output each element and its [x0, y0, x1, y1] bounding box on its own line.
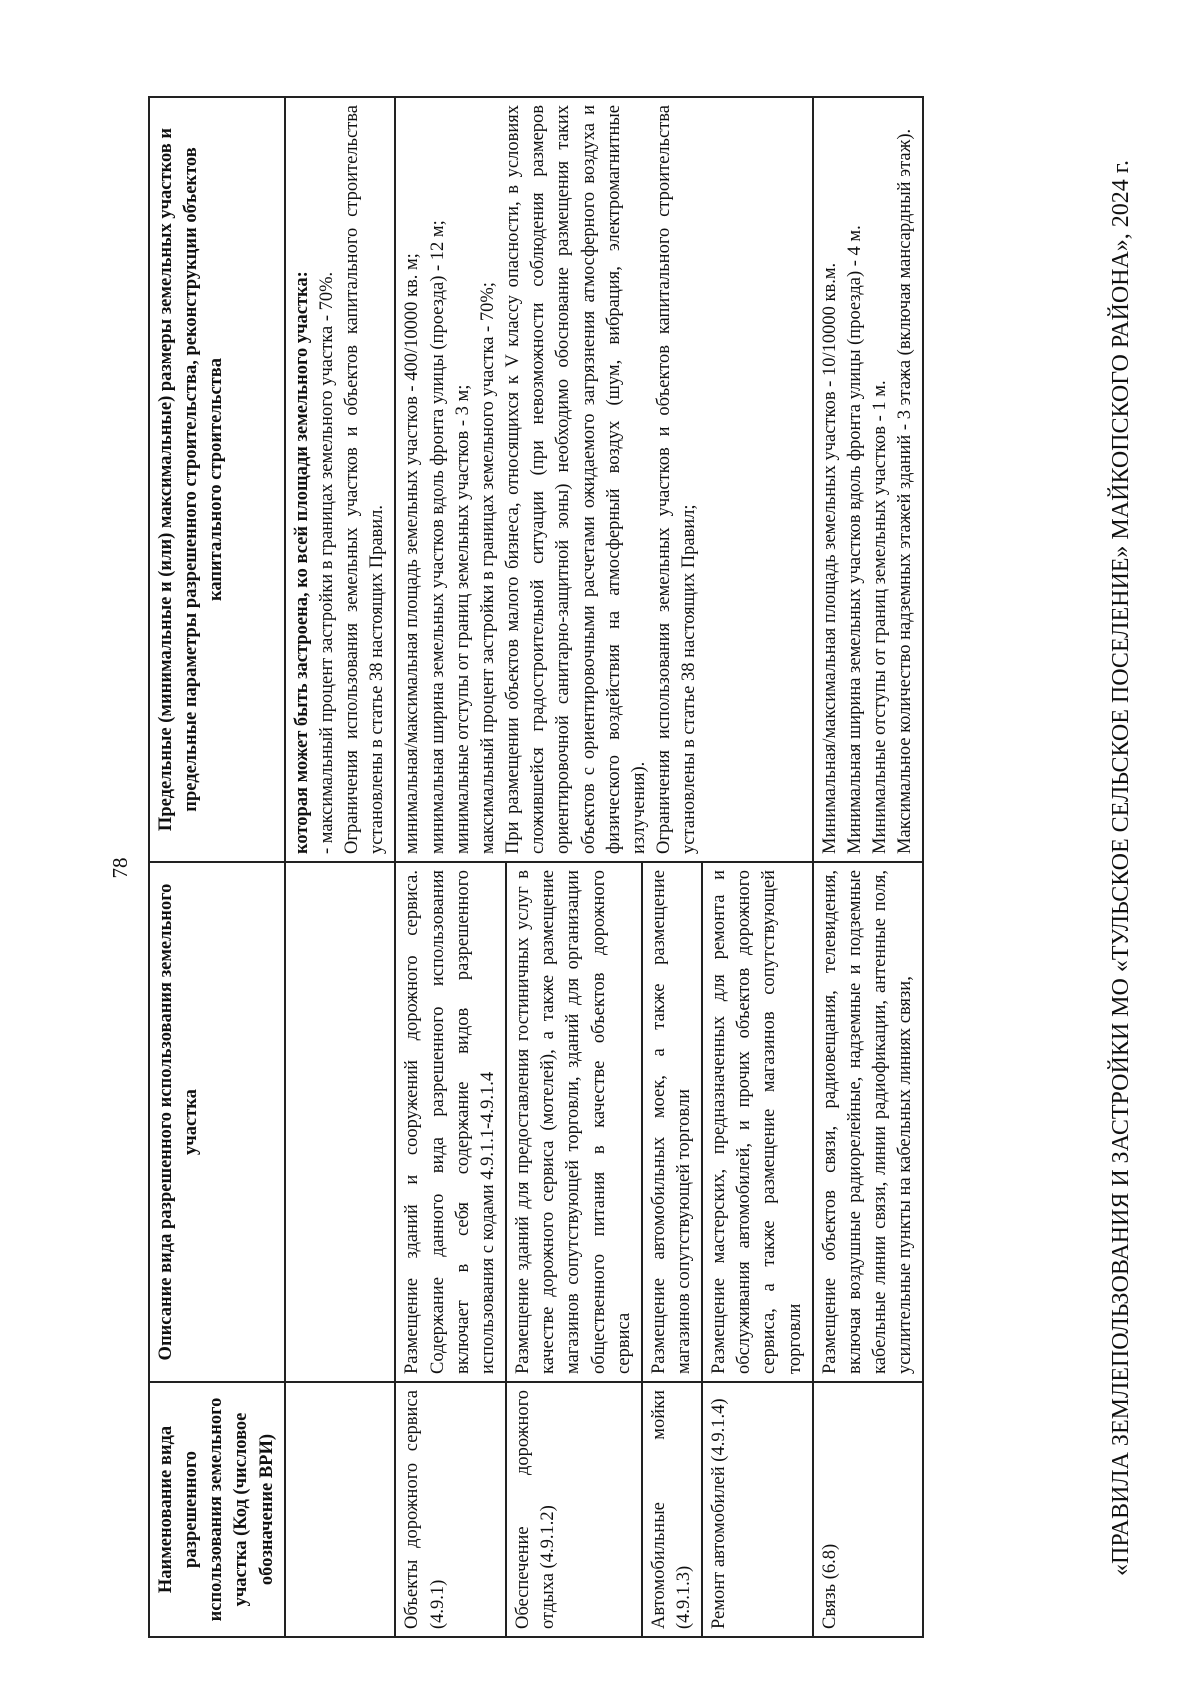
cell-description: Размещение объектов связи, радиовещания, телевидения, включая воздушные радиорелейные, надземные и подземные кабельные линии связи, линии радиофикации, антенные поля, усилительные пункты на кабельных линиях связи,: [813, 862, 924, 1382]
table-row: [395, 97, 506, 1637]
land-use-table: [148, 96, 924, 1638]
params-line: Минимальные отступы от границ земельных участков - 1 м.: [870, 380, 891, 854]
params-line: Минимальная/максимальная площадь земельных участков - 10/10000 кв.м.: [819, 262, 840, 854]
params-line: Максимальное количество надземных этажей зданий - 3 этажа (включая мансардный этаж).: [895, 128, 916, 854]
cell-description: Размещение зданий для предоставления гостиничных услуг в качестве дорожного сервиса (мотелей), а также размещение магазинов сопутствующей торговли, зданий для организации общественного питания в качестве объектов дорожного сервиса: [506, 862, 642, 1382]
cell-parameters: [285, 97, 396, 862]
rotated-page: [20, 88, 1180, 1648]
cell-description: Размещение зданий и сооружений дорожного сервиса. Содержание данного вида разрешенного использования включает в себя содержание видов разрешенного использования с кодами 4.9.1.1-4.9.1.4: [395, 862, 506, 1382]
params-line: - максимальный процент застройки в границах земельного участка - 70%.: [316, 271, 337, 854]
params-line: Ограничения использования земельных участков и объектов капитального строительства установлены в статье 38 настоящих Правил.: [342, 105, 388, 854]
params-line: При размещении объектов малого бизнеса, относящихся к V классу опасности, в условиях сложившейся градостроительной ситуации (при невозможности соблюдения размеров ориентировочной санитарно-защитной зоны) необходимо обоснование размещения таких объектов с ориентировочными расчетами ожидаемого загрязнения атмосферного воздуха и физического воздействия на атмосферный воздух (шум, вибрация, электромагнитные излучения).: [503, 105, 649, 854]
header-description: Описание вида разрешенного использования земельного участка: [149, 862, 285, 1382]
cell-name: Обеспечение дорожного отдыха (4.9.1.2): [506, 1382, 642, 1637]
table-header-row: [149, 97, 285, 1637]
cell-description: Размещение мастерских, предназначенных для ремонта и обслуживания автомобилей, и прочих объектов дорожного сервиса, а также размещение магазинов сопутствующей торговли: [702, 862, 813, 1382]
cell-name: Объекты дорожного сервиса (4.9.1): [395, 1382, 506, 1637]
cell-name: Связь (6.8): [813, 1382, 924, 1637]
params-line: Минимальная ширина земельных участков вдоль фронта улицы (проезда) - 4 м.: [844, 225, 865, 854]
cell-parameters: [395, 97, 812, 862]
params-line: Ограничения использования земельных участков и объектов капитального строительства установлены в статье 38 настоящих Правил;: [653, 105, 700, 854]
cell-name: Автомобильные мойки (4.9.1.3): [642, 1382, 702, 1637]
cell-empty: [285, 862, 396, 1382]
header-parameters: Предельные (минимальные и (или) максимальные) размеры земельных участков и предельные параметры разрешенного строительства, реконструкции объектов капитального строительства: [149, 97, 285, 862]
params-line: минимальная ширина земельных участков вдоль фронта улицы (проезда) - 12 м;: [427, 220, 448, 854]
params-line: минимальная/максимальная площадь земельных участков - 400/10000 кв. м;: [402, 253, 423, 854]
cell-empty: [285, 1382, 396, 1637]
params-line: минимальные отступы от границ земельных участков - 3 м;: [452, 384, 473, 854]
table-row-continuation: [285, 97, 396, 1637]
cell-parameters: [813, 97, 924, 862]
params-line: которая может быть застроена, ко всей площади земельного участка:: [291, 271, 312, 854]
cell-description: Размещение автомобильных моек, а также размещение магазинов сопутствующей торговли: [642, 862, 702, 1382]
params-line: максимальный процент застройки в границах земельного участка - 70%;: [477, 282, 498, 854]
header-name: Наименование вида разрешенного использования земельного участка (Код (числовое обозначение ВРИ): [149, 1382, 285, 1637]
page-number: 78: [108, 857, 132, 879]
document-footer: «ПРАВИЛА ЗЕМЛЕПОЛЬЗОВАНИЯ И ЗАСТРОЙКИ МО «ТУЛЬСКОЕ СЕЛЬСКОЕ ПОСЕЛЕНИЕ» МАЙКОПСКОГО РАЙОНА», 2024 г.: [1108, 160, 1134, 1576]
table-row: [813, 97, 924, 1637]
cell-name: Ремонт автомобилей (4.9.1.4): [702, 1382, 813, 1637]
